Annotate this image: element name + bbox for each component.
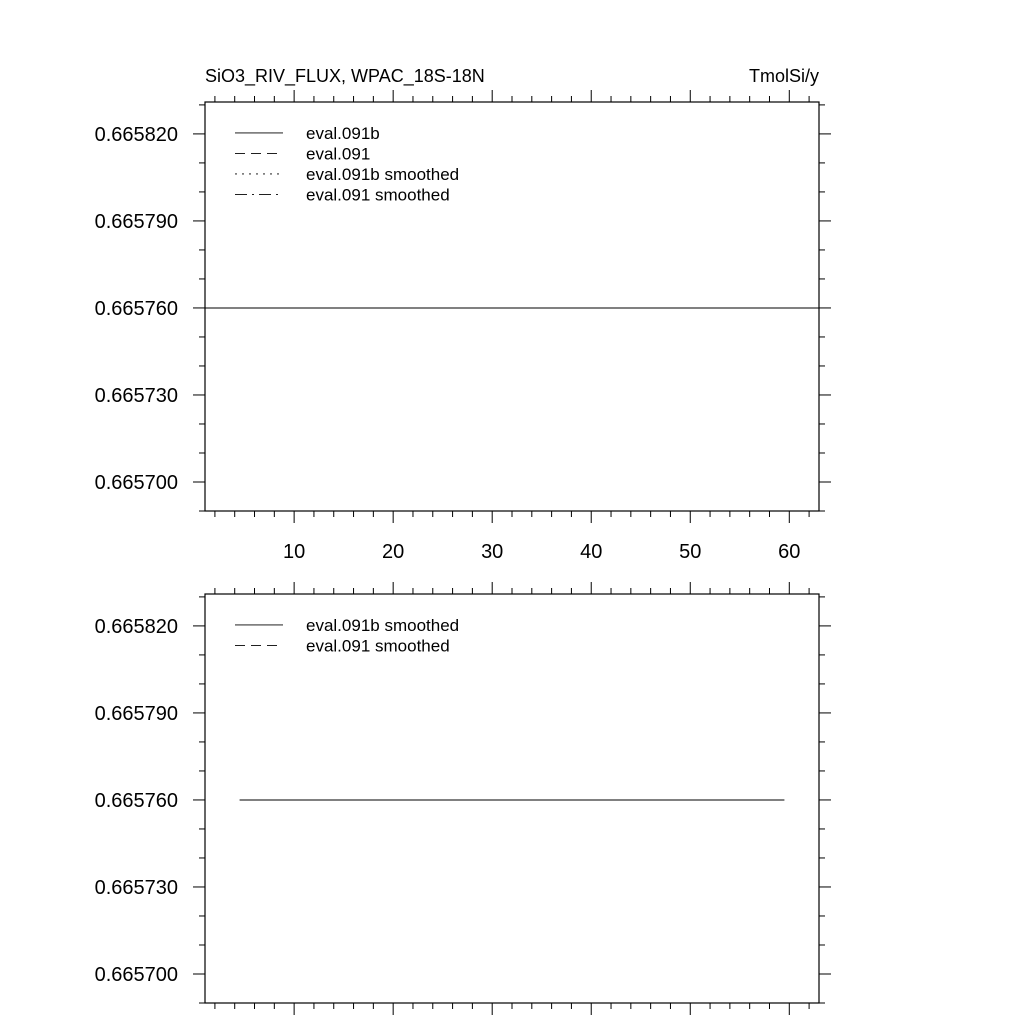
legend-label: eval.091b smoothed <box>306 164 460 184</box>
plot-frame <box>205 594 819 1003</box>
x-tick-label: 60 <box>778 541 801 563</box>
legend-label: eval.091 smoothed <box>306 185 450 205</box>
x-tick-label: 10 <box>283 541 306 563</box>
x-tick-label: 50 <box>679 541 702 563</box>
y-tick-label: 0.665730 <box>94 384 178 407</box>
y-tick-label: 0.665730 <box>94 876 178 899</box>
y-tick-label: 0.665820 <box>94 123 178 146</box>
y-tick-label: 0.665760 <box>94 297 178 320</box>
legend-label: eval.091 <box>306 144 371 164</box>
x-tick-label: 20 <box>382 541 405 563</box>
chart-title-left: SiO3_RIV_FLUX, WPAC_18S-18N <box>205 66 485 86</box>
y-tick-label: 0.665700 <box>94 471 178 494</box>
y-tick-label: 0.665820 <box>94 615 178 638</box>
legend-label: eval.091b <box>306 123 380 143</box>
y-tick-label: 0.665760 <box>94 789 178 812</box>
x-tick-label: 40 <box>580 541 603 563</box>
y-tick-label: 0.665790 <box>94 702 178 725</box>
legend-label: eval.091b smoothed <box>306 615 460 635</box>
chart-panel-2 <box>95 582 831 1015</box>
chart-units-label: TmolSi/y <box>748 66 819 86</box>
chart-panels <box>95 90 831 1015</box>
x-tick-label: 30 <box>481 541 504 563</box>
chart-panel-1 <box>95 90 831 563</box>
legend-label: eval.091 smoothed <box>306 636 450 656</box>
y-tick-label: 0.665790 <box>94 210 178 233</box>
y-tick-label: 0.665700 <box>94 963 178 986</box>
plot-frame <box>205 102 819 511</box>
